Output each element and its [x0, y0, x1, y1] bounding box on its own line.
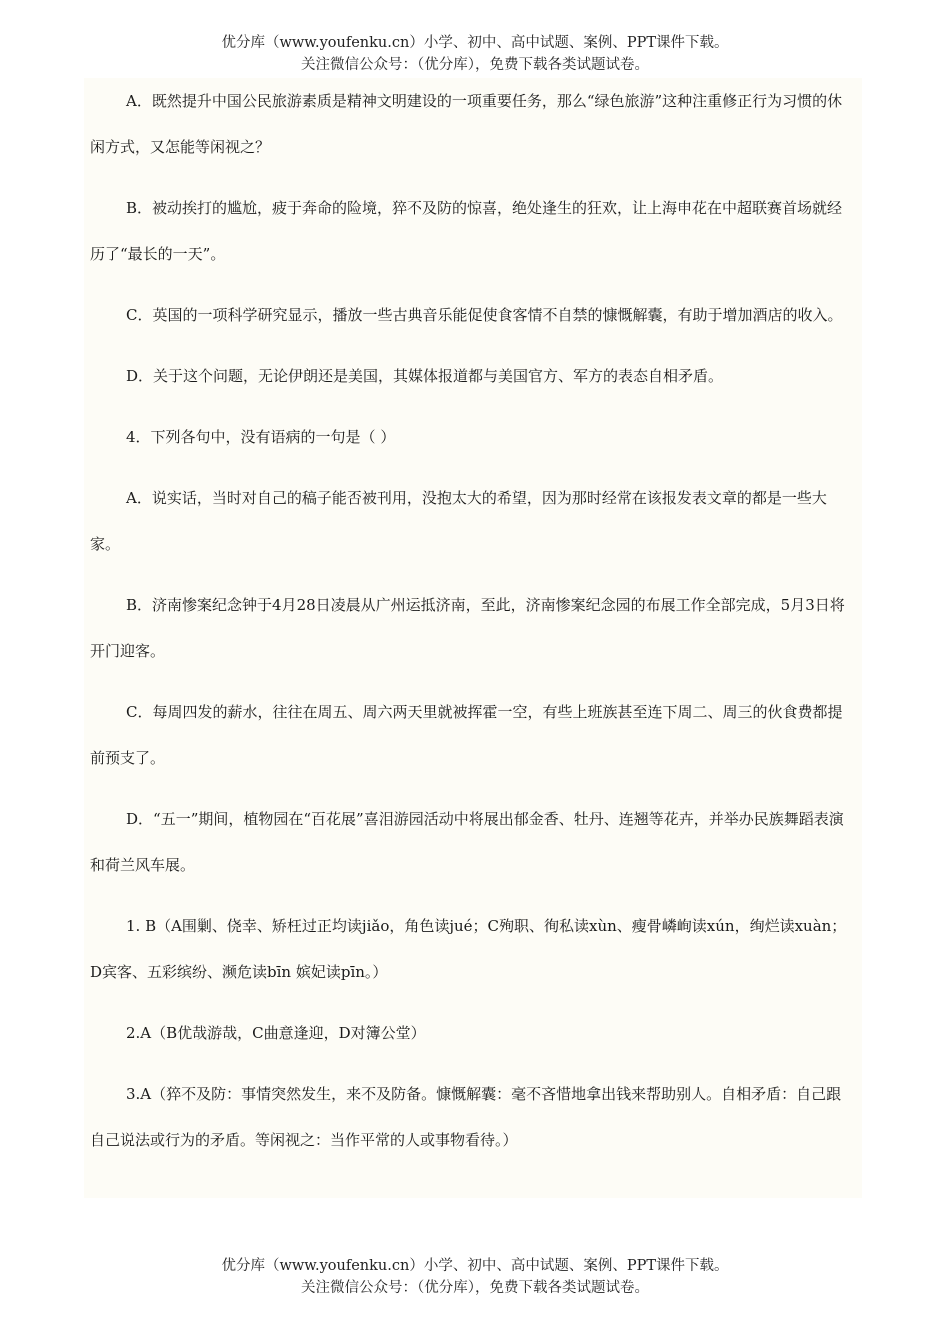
paragraph-q3-option-d: D．关于这个问题，无论伊朗还是美国，其媒体报道都与美国官方、军方的表态自相矛盾。 — [126, 367, 724, 385]
footer-line-2: 关注微信公众号：（优分库），免费下载各类试题试卷。 — [301, 1280, 649, 1296]
paragraph-q4-option-c: C．每周四发的薪水，往往在周五、周六两天里就被挥霍一空，有些上班族甚至连下周二、周三的伙食费都提前预支了。 — [90, 703, 843, 767]
answer-2: 2.A（B优哉游哉，C曲意逢迎，D对簿公堂） — [126, 1024, 426, 1042]
paragraph-q4-option-b: B．济南惨案纪念钟于4月28日凌晨从广州运抵济南，至此，济南惨案纪念园的布展工作全部完成，5月3日将开门迎客。 — [90, 596, 845, 660]
paragraph-q3-option-c: C．英国的一项科学研究显示，播放一些古典音乐能促使食客情不自禁的慷慨解囊，有助于增加酒店的收入。 — [126, 306, 843, 324]
paragraph-q3-option-a: A．既然提升中国公民旅游素质是精神文明建设的一项重要任务，那么“绿色旅游”这种注重修正行为习惯的休闲方式，又怎能等闲视之？ — [90, 92, 843, 156]
header-line-2: 关注微信公众号：（优分库），免费下载各类试题试卷。 — [301, 57, 649, 73]
document-body — [84, 78, 862, 1198]
answer-3: 3.A（猝不及防：事情突然发生，来不及防备。慷慨解囊：毫不吝惜地拿出钱来帮助别人。自相矛盾：自己跟自己说法或行为的矛盾。等闲视之：当作平常的人或事物看待。） — [90, 1085, 842, 1149]
question-4-stem: 4．下列各句中，没有语病的一句是（ ） — [126, 428, 396, 446]
paragraph-q3-option-b: B．被动挨打的尴尬，疲于奔命的险境，猝不及防的惊喜，绝处逢生的狂欢，让上海申花在中超联赛首场就经历了“最长的一天”。 — [90, 199, 843, 263]
paragraph-q4-option-d: D．“五一”期间，植物园在“百花展”喜泪游园活动中将展出郁金香、牡丹、连翘等花卉，并举办民族舞蹈表演和荷兰风车展。 — [90, 810, 844, 874]
header-line-1: 优分库（www.youfenku.cn）小学、初中、高中试题、案例、PPT课件下载。 — [221, 35, 729, 51]
footer-line-1: 优分库（www.youfenku.cn）小学、初中、高中试题、案例、PPT课件下载。 — [221, 1258, 729, 1274]
answer-1: 1. B（A围剿、侥幸、矫枉过正均读jiǎo，角色读jué；C殉职、徇私读xùn、瘦骨嶙峋读xún，绚烂读xuàn；D宾客、五彩缤纷、濒危读bīn 嫔妃读pīn。） — [90, 917, 847, 981]
page-header — [0, 32, 950, 76]
paragraph-q4-option-a: A．说实话，当时对自己的稿子能否被刊用，没抱太大的希望，因为那时经常在该报发表文章的都是一些大家。 — [90, 489, 827, 553]
page-footer — [0, 1255, 950, 1299]
